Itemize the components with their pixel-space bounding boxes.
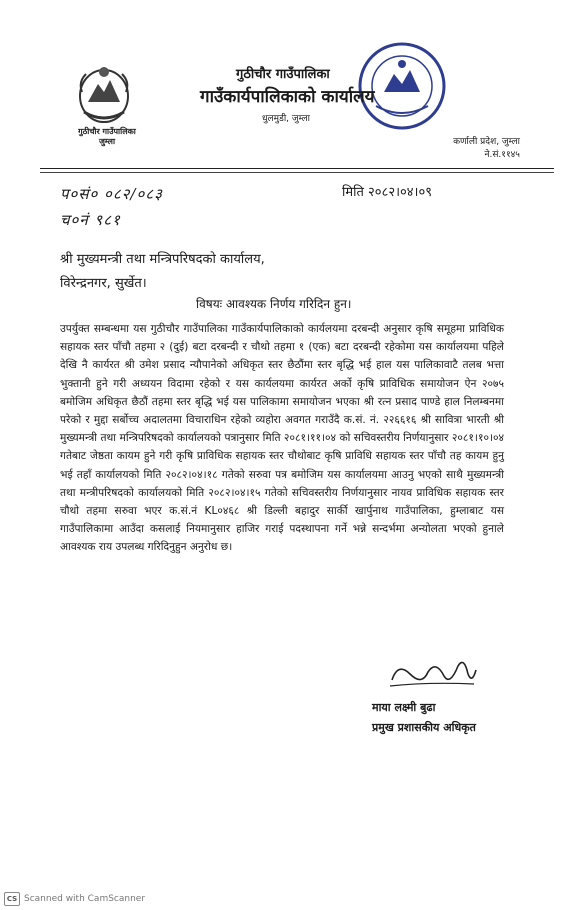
province-name: कर्णाली प्रदेश, जुम्ला [453,137,520,147]
letter-body: उपर्युक्त सम्बन्धमा यस गुठीचौर गाउँपालिका गाउँकार्यपालिकाको कार्यलयमा दरबन्दी अनुसार कृषि समूहमा प्राविधिक सहायक स्तर पाँचौ तहमा २ (दुई) बटा दरबन्दी र चौथो तहमा १ (एक) बटा दरबन्दी रहेकोमा यस कार्यालयमा पहिले देखि नै कार्यरत श्री उमेश प्रसाद न्यौपानेको अधिकृत स्तर छैठौंमा स्तर बृद्धि भई हाल यस पालिकावाटै तलब भत्ता भुक्तानी हुने गरी अध्ययन विदामा रहेको र यस कार्यलयमा कार्यरत अर्को कृषि प्राविधिक समायोजन ऐन २०७५ बमोजिम अधिकृत छैठौं तहमा स्तर बृद्धि भई यस पालिकामा समायोजन भएका श्री रत्न प्रसाद पाण्डे हाल निलम्बनमा परेको र मुद्दा सर्बोच्च अदालतमा विचाराधिन रहेको व्यहोरा अवगत गराउँदै क.सं. नं. २२६६१६ श्री सावित्रा भारती श्री मुख्यमन्त्री तथा मन्त्रिपरिषदको कार्यालयको पत्रानुसार मिति २०८१।११।०४ को सचिवस्तरीय निर्णयानुसार २०८१।१०।०४ गतेबाट जेष्ठता कायम हुने गरी कृषि प्राविधिक सहायक स्तर चौथोबाट कृषि प्राविधि सहायक स्तर पाँचौ तह कायम हुनु भई तहाँ कार्यालयको मिति २०८२।०४।१८ गतेको सरुवा पत्र बमोजिम यस कार्यालयमा आउनु भएको साथै मुख्यमन्त्री तथा मन्त्रीपरिषदको कार्यालयको मिति २०८२।०४।१५ गतेको सचिवस्तरीय निर्णयानुसार नायव प्राविधिक सहायक स्तर चौथो तहमा सरुवा भएर क.सं.नं KL०४६८ श्री डिल्ली बहादुर सार्की खार्पुनाथ गाउँपालिका, हुम्लाबाट यस गाउँपालिकामा आउँदा कसलाई नियमानुसार हाजिर गराई पदस्थापना गर्ने भन्ने सन्दर्भमा अन्योलता भएको हुनाले आवश्यक राय उपलब्ध गरिदिनुहुन अनुरोध छ। [60,323,504,554]
camscanner-watermark [4,892,145,906]
patra-sankhya: प०सं० ०८२/०८३ [60,185,163,203]
emblem-caption [62,127,152,147]
signatory-name: माया लक्ष्मी बुढा [372,701,436,714]
chalani-number: च०नं ९८१ [60,211,121,229]
letter-subject: विषयः आवश्यक निर्णय गरिदिन हुन। [196,297,352,311]
municipality-name: गुठीचौर गाउँपालिका [236,67,330,82]
office-name: गाउँकार्यपालिकाको कार्यालय [200,87,375,107]
signatory-title: प्रमुख प्रशासकीय अधिकृत [372,721,476,734]
recipient-line1: श्री मुख्यमन्त्री तथा मन्त्रिपरिषदको कार्यालय, [60,252,265,267]
signature-scribble-icon [388,652,480,692]
emblem-caption-line2: जुम्ला [98,137,116,146]
camscanner-text: Scanned with CamScanner [24,894,146,904]
recipient-address [60,248,265,296]
header-divider-thin [40,172,554,173]
ns-number: ने.सं.११४५ [484,150,520,160]
province-block [453,136,520,162]
reference-block [60,181,163,233]
office-location: धुलमुडी, जुम्ला [262,114,310,124]
emblem-caption-line1: गुठीचौर गाउँपालिका [78,127,136,136]
nepal-emblem-icon [74,62,134,126]
camscanner-icon: CS [4,892,20,906]
header-divider [40,168,554,169]
recipient-line2: विरेन्द्रनगर, सुर्खेत। [60,276,147,291]
letter-date: मिति २०८२।०४।०९ [342,185,432,200]
